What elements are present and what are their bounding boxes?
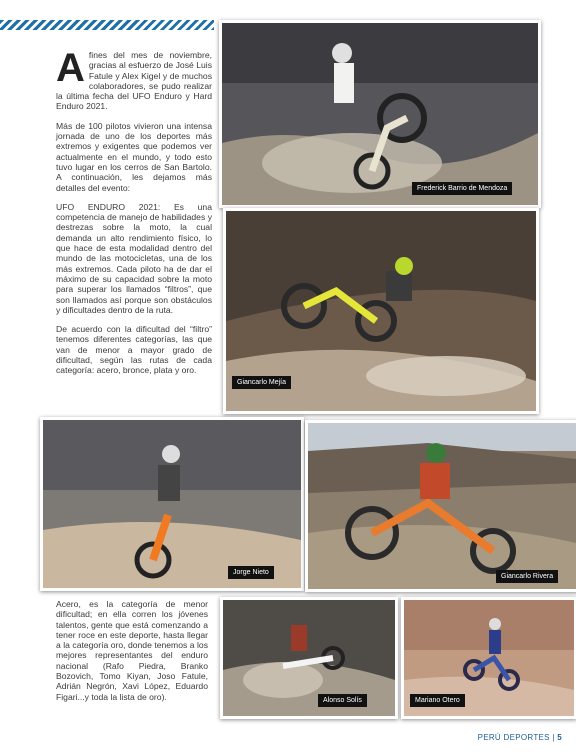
- intro-paragraph-2: Más de 100 pilotos vivieron una intensa jornada de uno de los deportes más extremos y exigentes que podemos ver actualmente en el mundo, y todo esto tuvo lugar en los cerros de San Bartolo. A continuación, les dejamos más detalles del evento:: [56, 120, 212, 193]
- intro-paragraph-3: UFO ENDURO 2021: Es una competencia de manejo de habilidades y destrezas sobre la moto, la cual demanda un alto rendimiento físico, lo que hace de esta modalidad dentro del mundo de las motocicletas, una de los más extremos. Cada piloto ha de dar el máximo de su capacidad sobre la moto para superar los llamados “filtros”, que son llamados así porque son obstáculos y dificultades dentro de la ruta.: [56, 201, 212, 315]
- caption-photo-5: Alonso Solís: [318, 694, 367, 707]
- bottom-text-column: [56, 599, 208, 711]
- footer-separator: |: [552, 733, 555, 742]
- page-number: 5: [557, 733, 562, 742]
- motocross-photo-4: [308, 423, 576, 589]
- magazine-name: PERÚ DEPORTES: [477, 733, 550, 742]
- intro-paragraph-1: Afines del mes de noviembre, gracias al esfuerzo de José Luis Fatule y Alex Kigel y de muchos colaboradores, se pudo realizar la última fecha del UFO Enduro y Hard Enduro 2021.: [56, 46, 212, 112]
- caption-photo-4: Giancarlo Rivera: [496, 570, 558, 583]
- intro-paragraph-4: De acuerdo con la dificultad del “filtro” tenemos diferentes categorías, las que van de menor a mayor grado de dificultad, según las rutas de cada categoría: acero, bronce, plata y oro.: [56, 324, 212, 376]
- caption-photo-3: Jorge Nieto: [228, 566, 274, 579]
- motocross-photo-3: [43, 420, 301, 588]
- page-footer: [478, 733, 562, 742]
- bottom-paragraph: Acero, es la categoría de menor dificultad; en ella corren los jóvenes talentos, gente que está comenzando a tener roce en este deporte, hasta llegar a la categoría oro, donde tenemos a los mejores representantes del enduro nacional (Rafo Piedra, Branko Bozovich, Tomo Kiyan, Joso Fatule, Adrián Negrón, Xavi López, Eduardo Figari...y toda la lista de oro).: [56, 599, 208, 702]
- drop-cap: A: [56, 46, 85, 90]
- motocross-photo-5: [223, 600, 395, 716]
- photo-frederick-barrio: [219, 20, 541, 208]
- motocross-photo-1: [222, 23, 538, 205]
- caption-photo-1: Frederick Barrio de Mendoza: [412, 182, 512, 195]
- photo-jorge-nieto: [40, 417, 304, 591]
- photo-giancarlo-rivera: [305, 420, 576, 592]
- decorative-stripe: [0, 20, 214, 30]
- caption-photo-2: Giancarlo Mejía: [232, 376, 291, 389]
- intro-text-column: [56, 46, 212, 385]
- photo-alonso-solis: [220, 597, 398, 719]
- caption-photo-6: Mariano Otero: [410, 694, 465, 707]
